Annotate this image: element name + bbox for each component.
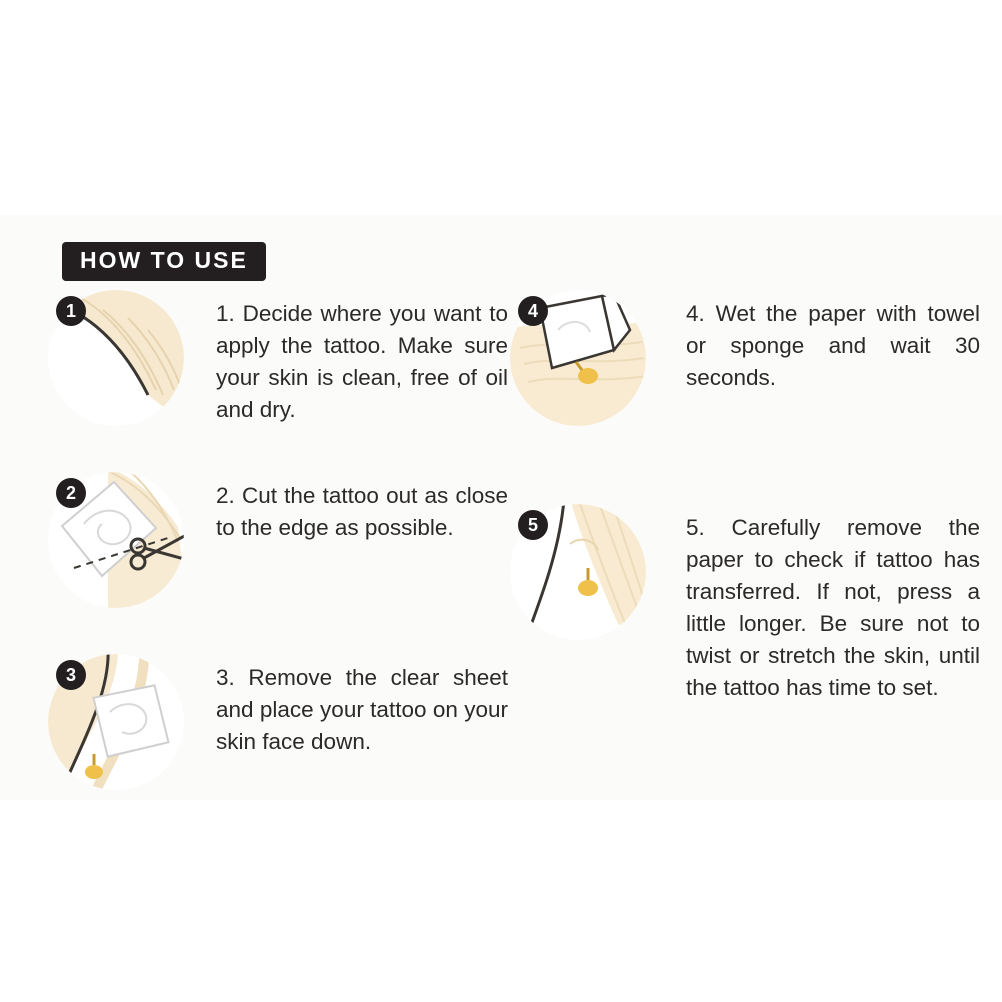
step-5-number: 5 xyxy=(518,510,548,540)
step-item-5 xyxy=(510,504,980,704)
step-3-number: 3 xyxy=(56,660,86,690)
step-2-number: 2 xyxy=(56,478,86,508)
step-item-1 xyxy=(48,290,508,434)
step-3-text: 3. Remove the clear sheet and place your tattoo on your skin face down. xyxy=(216,665,508,754)
step-5-text: 5. Carefully remove the paper to check if tattoo has transferred. If not, press a little longer. Be sure not to twist or stretch the skin, until the tattoo has time to set. xyxy=(686,515,980,700)
steps-column-right xyxy=(510,290,980,700)
step-2-text: 2. Cut the tattoo out as close to the edge as possible. xyxy=(216,483,508,540)
step-item-2 xyxy=(48,472,508,616)
page-title: HOW TO USE xyxy=(62,242,266,281)
step-4-number: 4 xyxy=(518,296,548,326)
step-1-number: 1 xyxy=(56,296,86,326)
step-item-4 xyxy=(510,290,980,434)
step-4-text: 4. Wet the paper with towel or sponge and wait 30 seconds. xyxy=(686,301,980,390)
step-item-3 xyxy=(48,654,508,798)
step-1-text: 1. Decide where you want to apply the tattoo. Make sure your skin is clean, free of oil and dry. xyxy=(216,301,508,422)
steps-column-left xyxy=(48,290,508,764)
how-to-use-card xyxy=(0,215,1002,800)
